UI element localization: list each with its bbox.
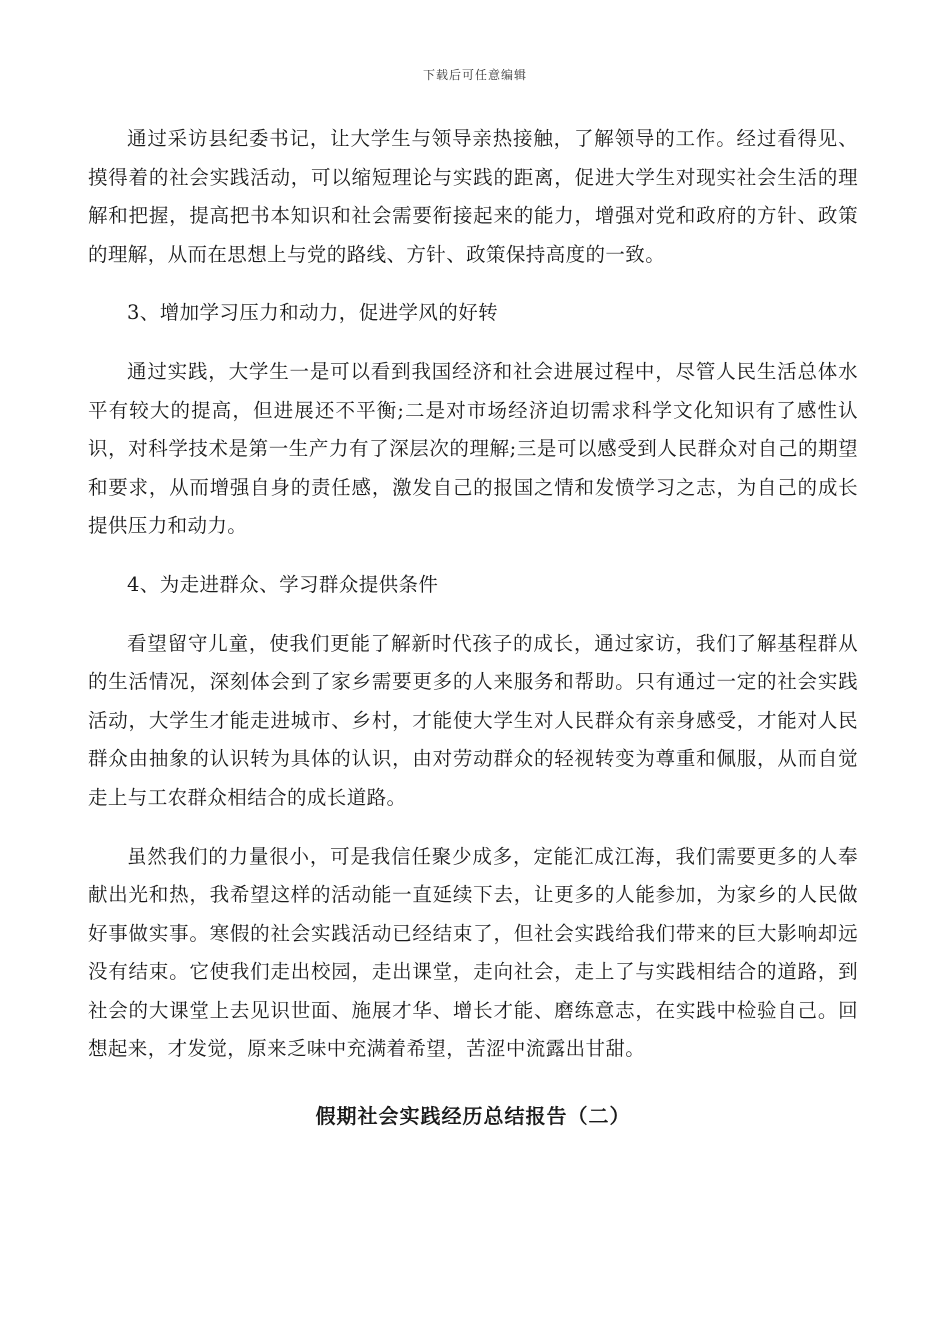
paragraph-interview: 通过采访县纪委书记，让大学生与领导亲热接触，了解领导的工作。经过看得见、摸得着的社会实践活动，可以缩短理论与实践的距离，促进大学生对现实社会生活的理解和把握，提高把书本知识和社会需要衔接起来的能力，增强对党和政府的方针、政策的理解，从而在思想上与党的路线、方针、政策保持高度的一致。: [88, 127, 858, 266]
paragraph-left-behind-children: 看望留守儿童，使我们更能了解新时代孩子的成长，通过家访，我们了解基程群从的生活情况，深刻体会到了家乡需要更多的人来服务和帮助。只有通过一定的社会实践活动，大学生才能走进城市、乡村，才能使大学生对人民群众有亲身感受，才能对人民群众由抽象的认识转为具体的认识，由对劳动群众的轻视转变为尊重和佩服，从而自觉走上与工农群众相结合的成长道路。: [88, 631, 858, 809]
subheading-masses: 4、为走进群众、学习群众提供条件: [127, 572, 439, 596]
header-note: 下载后可任意编辑: [422, 68, 527, 82]
paragraph-practice: 通过实践，大学生一是可以看到我国经济和社会进展过程中，尽管人民生活总体水平有较大的提高，但进展还不平衡;二是对市场经济迫切需求科学文化知识有了感性认识，对科学技术是第一生产力有了深层次的理解;三是可以感受到人民群众对自己的期望和要求，从而增强自身的责任感，激发自己的报国之情和发愤学习之志，为自己的成长提供压力和动力。: [88, 359, 858, 538]
subheading-study-pressure: 3、增加学习压力和动力，促进学风的好转: [127, 301, 499, 325]
section-title: 假期社会实践经历总结报告（二）: [315, 1104, 631, 1129]
document-body: [88, 120, 858, 1135]
paragraph-conclusion: 虽然我们的力量很小，可是我信任聚少成多，定能汇成江海，我们需要更多的人奉献出光和热，我希望这样的活动能一直延续下去，让更多的人能参加，为家乡的人民做好事做实事。寒假的社会实践活动已经结束了，但社会实践给我们带来的巨大影响却远没有结束。它使我们走出校园，走出课堂，走向社会，走上了与实践相结合的道路，到社会的大课堂上去见识世面、施展才华、增长才能、磨练意志，在实践中检验自己。回想起来，才发觉，原来乏味中充满着希望，苦涩中流露出甘甜。: [88, 844, 858, 1061]
